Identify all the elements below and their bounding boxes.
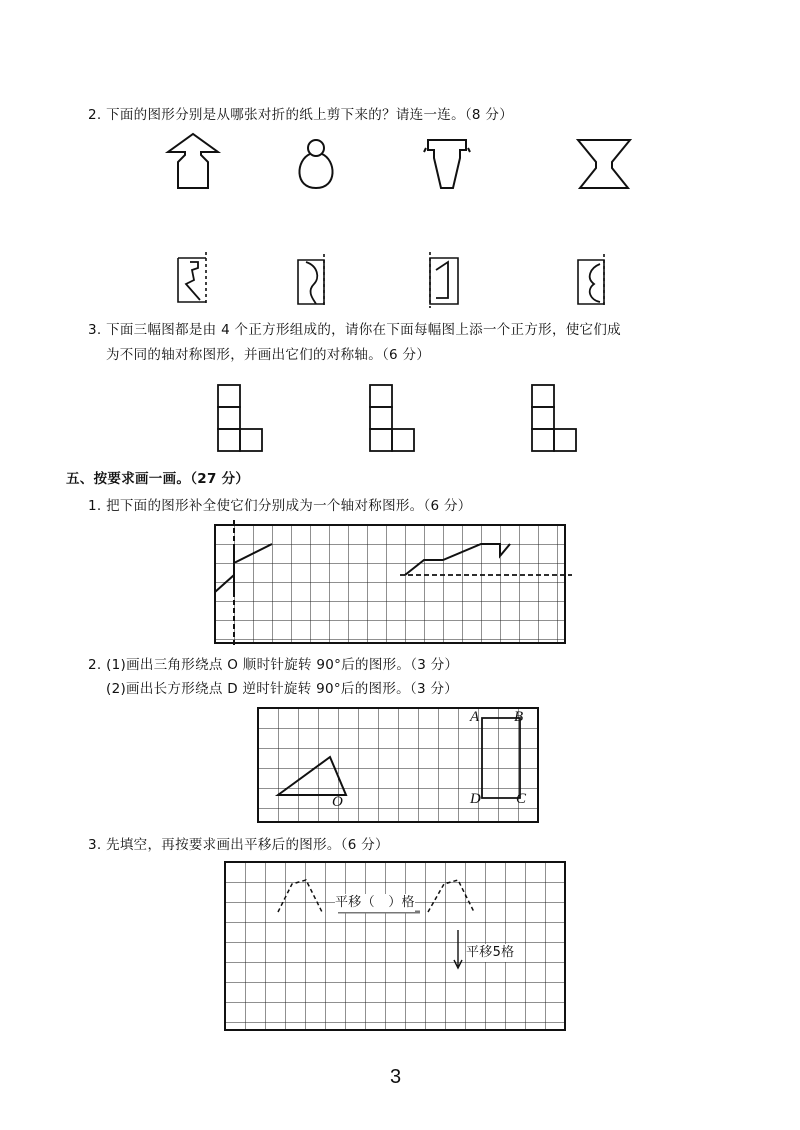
label-c: C <box>516 791 527 807</box>
q3-instruction-line2: 为不同的轴对称图形，并画出它们的对称轴。（6 分） <box>106 347 431 363</box>
translate-blank-label: 平移（ ）格 <box>335 895 415 910</box>
folded-papers <box>178 252 604 308</box>
l-shape-1 <box>218 385 262 451</box>
symmetry-grid <box>215 520 572 648</box>
goblet-shape <box>578 140 630 188</box>
q2-instruction: 2. 下面的图形分别是从哪张对折的纸上剪下来的？请连一连。（8 分） <box>88 107 514 123</box>
label-d: D <box>470 791 482 807</box>
section-5-heading: 五、按要求画一画。（27 分） <box>66 471 250 487</box>
folded-paper-3 <box>430 252 458 308</box>
folded-paper-2 <box>298 254 324 308</box>
jar-shape <box>428 140 466 188</box>
arrow-house-shape <box>168 134 218 188</box>
folded-paper-4 <box>578 254 604 308</box>
cutout-shapes <box>168 134 630 188</box>
label-a: A <box>470 709 480 725</box>
s5-q3-instruction: 3. 先填空，再按要求画出平移后的图形。（6 分） <box>88 837 389 853</box>
l-shape-2 <box>370 385 414 451</box>
q3-instruction-line1: 3. 下面三幅图都是由 4 个正方形组成的，请你在下面每幅图上添一个正方形，使它们成 <box>88 322 621 338</box>
s5-q2-instruction-line2: (2)画出长方形绕点 D 逆时针旋转 90°后的图形。（3 分） <box>106 681 459 697</box>
s5-q1-instruction: 1. 把下面的图形补全使它们分别成为一个轴对称图形。（6 分） <box>88 498 472 514</box>
label-o: O <box>332 794 344 810</box>
s5-q2-instruction-line1: 2. (1)画出三角形绕点 O 顺时针旋转 90°后的图形。（3 分） <box>88 657 459 673</box>
page-number: 3 <box>390 1066 402 1088</box>
gourd-shape <box>299 140 332 188</box>
l-shape-3 <box>532 385 576 451</box>
rotation-grid <box>258 708 538 822</box>
translate-5-label: 平移5格 <box>466 945 515 960</box>
label-b: B <box>514 709 524 725</box>
l-shapes <box>218 385 576 451</box>
folded-paper-1 <box>178 252 206 306</box>
